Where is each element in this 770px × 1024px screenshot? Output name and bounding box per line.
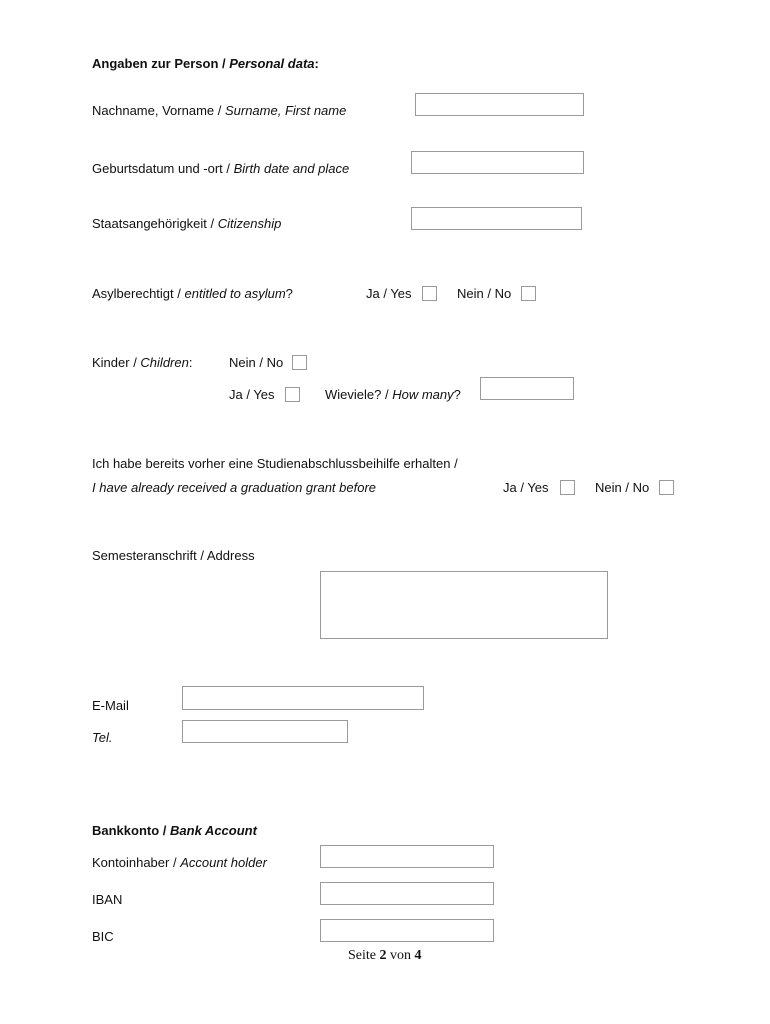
asylum-label-q: ? [285, 286, 293, 301]
email-label: E-Mail [92, 698, 129, 713]
asylum-no-checkbox[interactable] [521, 286, 536, 301]
how-many-label-de: Wieviele? / [325, 387, 393, 402]
how-many-label-en: How many [392, 387, 454, 402]
how-many-field[interactable] [480, 377, 574, 400]
address-label: Semesteranschrift / Address [92, 548, 255, 563]
how-many-label-q: ? [453, 387, 461, 402]
children-no-label: Nein / No [229, 355, 284, 370]
citizenship-label [92, 216, 281, 232]
name-label-en: Surname, First name [224, 103, 347, 118]
asylum-label-en: entitled to asylum [184, 286, 286, 301]
tel-label: Tel. [92, 730, 113, 745]
asylum-label-de: Asylberechtigt / [92, 286, 185, 301]
page-number-footer [348, 948, 422, 964]
children-label-de: Kinder / [92, 355, 141, 370]
iban-label: IBAN [92, 892, 123, 907]
name-field[interactable] [415, 93, 584, 116]
account-holder-label [92, 855, 267, 871]
birth-field[interactable] [411, 151, 584, 174]
account-holder-label-en: Account holder [180, 855, 267, 870]
tel-field[interactable] [182, 720, 348, 743]
grant-yes-label: Ja / Yes [503, 480, 549, 495]
children-label-en: Children [140, 355, 189, 370]
bic-field[interactable] [320, 919, 494, 942]
children-label-colon: : [188, 355, 193, 370]
heading-colon: : [314, 56, 319, 71]
children-no-checkbox[interactable] [292, 355, 307, 370]
grant-no-label: Nein / No [595, 480, 650, 495]
name-label [92, 103, 346, 119]
heading-en: Personal data [229, 56, 315, 71]
account-holder-field[interactable] [320, 845, 494, 868]
address-field[interactable] [320, 571, 608, 639]
footer-middle: von [386, 948, 415, 963]
children-yes-label: Ja / Yes [229, 387, 275, 402]
footer-prefix: Seite [348, 948, 380, 963]
bank-heading-en: Bank Account [170, 823, 257, 838]
email-field[interactable] [182, 686, 424, 710]
citizenship-label-de: Staatsangehörigkeit / [92, 216, 218, 231]
footer-page: 2 [379, 948, 387, 963]
citizenship-field[interactable] [411, 207, 582, 230]
grant-question-line2: I have already received a graduation grant before [92, 480, 377, 495]
asylum-no-label: Nein / No [457, 286, 512, 301]
children-yes-checkbox[interactable] [285, 387, 300, 402]
name-label-de: Nachname, Vorname / [92, 103, 225, 118]
how-many-label [325, 387, 461, 403]
iban-field[interactable] [320, 882, 494, 905]
birth-label [92, 161, 349, 177]
bic-label: BIC [92, 929, 114, 944]
account-holder-label-de: Kontoinhaber / [92, 855, 181, 870]
birth-label-de: Geburtsdatum und -ort / [92, 161, 234, 176]
grant-no-checkbox[interactable] [659, 480, 674, 495]
grant-question-line1: Ich habe bereits vorher eine Studienabschlussbeihilfe erhalten / [92, 456, 458, 471]
grant-yes-checkbox[interactable] [560, 480, 575, 495]
personal-data-heading [92, 56, 319, 72]
asylum-yes-label: Ja / Yes [366, 286, 412, 301]
bank-heading-de: Bankkonto / [92, 823, 171, 838]
heading-de: Angaben zur Person / [92, 56, 230, 71]
citizenship-label-en: Citizenship [217, 216, 282, 231]
asylum-label [92, 286, 293, 302]
bank-heading [92, 823, 257, 839]
birth-label-en: Birth date and place [233, 161, 350, 176]
footer-total: 4 [414, 948, 422, 963]
children-label [92, 355, 192, 371]
asylum-yes-checkbox[interactable] [422, 286, 437, 301]
